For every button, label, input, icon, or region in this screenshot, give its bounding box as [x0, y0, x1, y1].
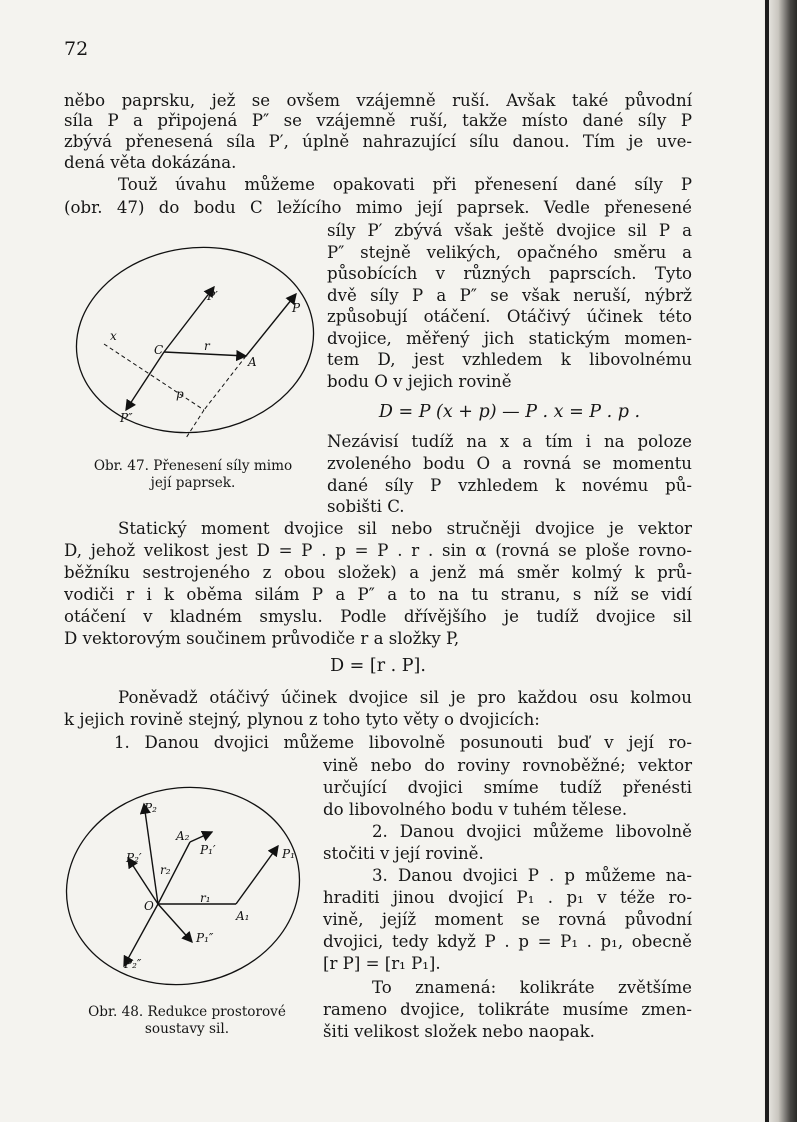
text-line: [r P] = [r₁ P₁].	[323, 954, 441, 973]
text-line: 3. Danou dvojici P . p můžeme na-	[372, 866, 692, 885]
ellipse-rigid-body	[64, 772, 314, 994]
label-point-c: C	[154, 343, 164, 357]
text-line: (obr. 47) do bodu C ležícího mimo její paprsek. Vedle přenesené	[64, 198, 692, 217]
text-line: otáčení v kladném smyslu. Podle dřívějšího je tudíž dvojice sil	[64, 607, 692, 626]
force-arrow-p1-double	[158, 904, 192, 942]
label-r1: r₁	[200, 891, 211, 905]
text-line: tem D, jest vzhledem k libovolnému	[327, 350, 692, 369]
text-line: síla P a připojená P″ se vzájemně ruší, takže místo dané síly P	[64, 111, 692, 130]
label-p2-double: P₂″	[124, 957, 142, 971]
text-line: bodu O v jejich rovině	[327, 372, 512, 391]
label-r: r	[204, 339, 210, 353]
caption-line: Obr. 47. Přenesení síly mimo	[93, 458, 293, 474]
figure-47-caption	[70, 458, 316, 492]
label-x: x	[110, 329, 117, 343]
text-line: D, jehož velikost jest D = P . p = P . r . sin α (rovná se ploše rovno-	[64, 541, 692, 560]
force-arrow-p1-prime	[190, 832, 212, 842]
text-line: zvoleného bodu O a rovná se momentu	[327, 454, 692, 473]
label-p-small: p	[176, 387, 184, 401]
caption-line: soustavy sil.	[144, 1021, 230, 1037]
text-line: působících v různých paprscích. Tyto	[327, 264, 692, 283]
book-spine-edge	[765, 0, 769, 1122]
text-line: zbývá přenesená síla P′, úplně nahrazující sílu danou. Tím je uve-	[64, 132, 692, 151]
figure-48-diagram	[64, 772, 314, 994]
text-line: hraditi jinou dvojicí P₁ . p₁ v téže ro-	[323, 888, 692, 907]
text-line: dvě síly P a P″ se však neruší, nýbrž	[327, 286, 692, 305]
label-p1: P₁	[282, 847, 295, 861]
label-p-prime: P′	[207, 289, 218, 303]
caption-line: její paprsek.	[150, 475, 236, 491]
dashed-line-extension	[186, 410, 204, 438]
label-a1: A₁	[236, 909, 250, 923]
text-line: běžníku sestrojeného z obou složek) a jenž má směr kolmý k prů-	[64, 563, 692, 582]
text-line: do libovolného bodu v tuhém tělese.	[323, 800, 628, 819]
text-line: k jejich rovině stejný, plynou z toho tyto věty o dvojicích:	[64, 710, 540, 729]
text-line: síly P′ zbývá však ještě dvojice sil P a	[327, 221, 692, 240]
equation-vector-product: D = [r . P].	[330, 656, 426, 676]
force-arrow-p-double	[126, 352, 164, 410]
label-p-double: P″	[120, 411, 133, 425]
label-p: P	[292, 301, 301, 315]
text-line: dvojice, měřený jich statickým momen-	[327, 329, 692, 348]
text-line: Touž úvahu můžeme opakovati při přenesení dané síly P	[118, 175, 692, 194]
text-line: Poněvadž otáčivý účinek dvojice sil je pro každou osu kolmou	[118, 688, 692, 707]
text-line: D vektorovým součinem průvodiče r a složky P,	[64, 629, 460, 648]
text-line: určující dvojici smíme tudíž přenésti	[323, 778, 692, 797]
text-line: To znamená: kolikráte zvětšíme	[372, 978, 692, 997]
dashed-line-a	[204, 356, 246, 410]
ellipse-rigid-body	[64, 232, 325, 447]
figure-48-caption	[64, 1004, 310, 1038]
text-line: 2. Danou dvojici můžeme libovolně	[372, 822, 692, 841]
force-arrow-p2	[144, 804, 158, 904]
text-line: něbo paprsku, jež se ovšem vzájemně ruší. Avšak také původní	[64, 91, 692, 110]
label-p1-double: P₁″	[196, 931, 214, 945]
force-arrow-p	[246, 294, 296, 356]
label-p2-prime: P₂′	[126, 851, 142, 865]
text-line: sobišti C.	[327, 497, 405, 516]
text-line: Nezávisí tudíž na x a tím i na poloze	[327, 432, 692, 451]
caption-line: Obr. 48. Redukce prostorové	[88, 1004, 286, 1020]
text-line: Statický moment dvojice sil nebo stručněji dvojice je vektor	[118, 519, 692, 538]
text-line: 1. Danou dvojici můžeme libovolně posunouti buď v její ro-	[114, 733, 692, 752]
text-line: způsobují otáčení. Otáčivý účinek této	[327, 307, 692, 326]
figure-47-diagram	[64, 232, 326, 454]
equation-moment: D = P (x + p) — P . x = P . p .	[378, 402, 641, 422]
text-line: vodiči r i k oběma silám P a P″ a to na tu stranu, s níž se vidí	[64, 585, 692, 604]
text-line: rameno dvojice, tolikráte musíme zmen-	[323, 1000, 692, 1019]
text-line: stočiti v její rovině.	[323, 844, 484, 863]
page-number: 72	[64, 38, 89, 60]
text-line: dané síly P vzhledem k novému pů-	[327, 476, 692, 495]
text-line: šiti velikost složek nebo naopak.	[323, 1022, 595, 1041]
text-line: P″ stejně velikých, opačného směru a	[327, 243, 692, 262]
label-origin-o: O	[144, 899, 154, 913]
label-point-a: A	[248, 355, 257, 369]
label-r2: r₂	[160, 863, 171, 877]
force-arrow-p1	[236, 846, 278, 904]
label-a2: A₂	[176, 829, 190, 843]
text-line: dvojici, tedy když P . p = P₁ . p₁, obecně	[323, 932, 692, 951]
text-line: dená věta dokázána.	[64, 153, 237, 172]
text-line: vině nebo do roviny rovnoběžné; vektor	[323, 756, 692, 775]
label-p2: P₂	[144, 801, 157, 815]
label-p1-prime: P₁′	[200, 843, 216, 857]
text-line: vině, jejíž moment se rovná původní	[323, 910, 692, 929]
